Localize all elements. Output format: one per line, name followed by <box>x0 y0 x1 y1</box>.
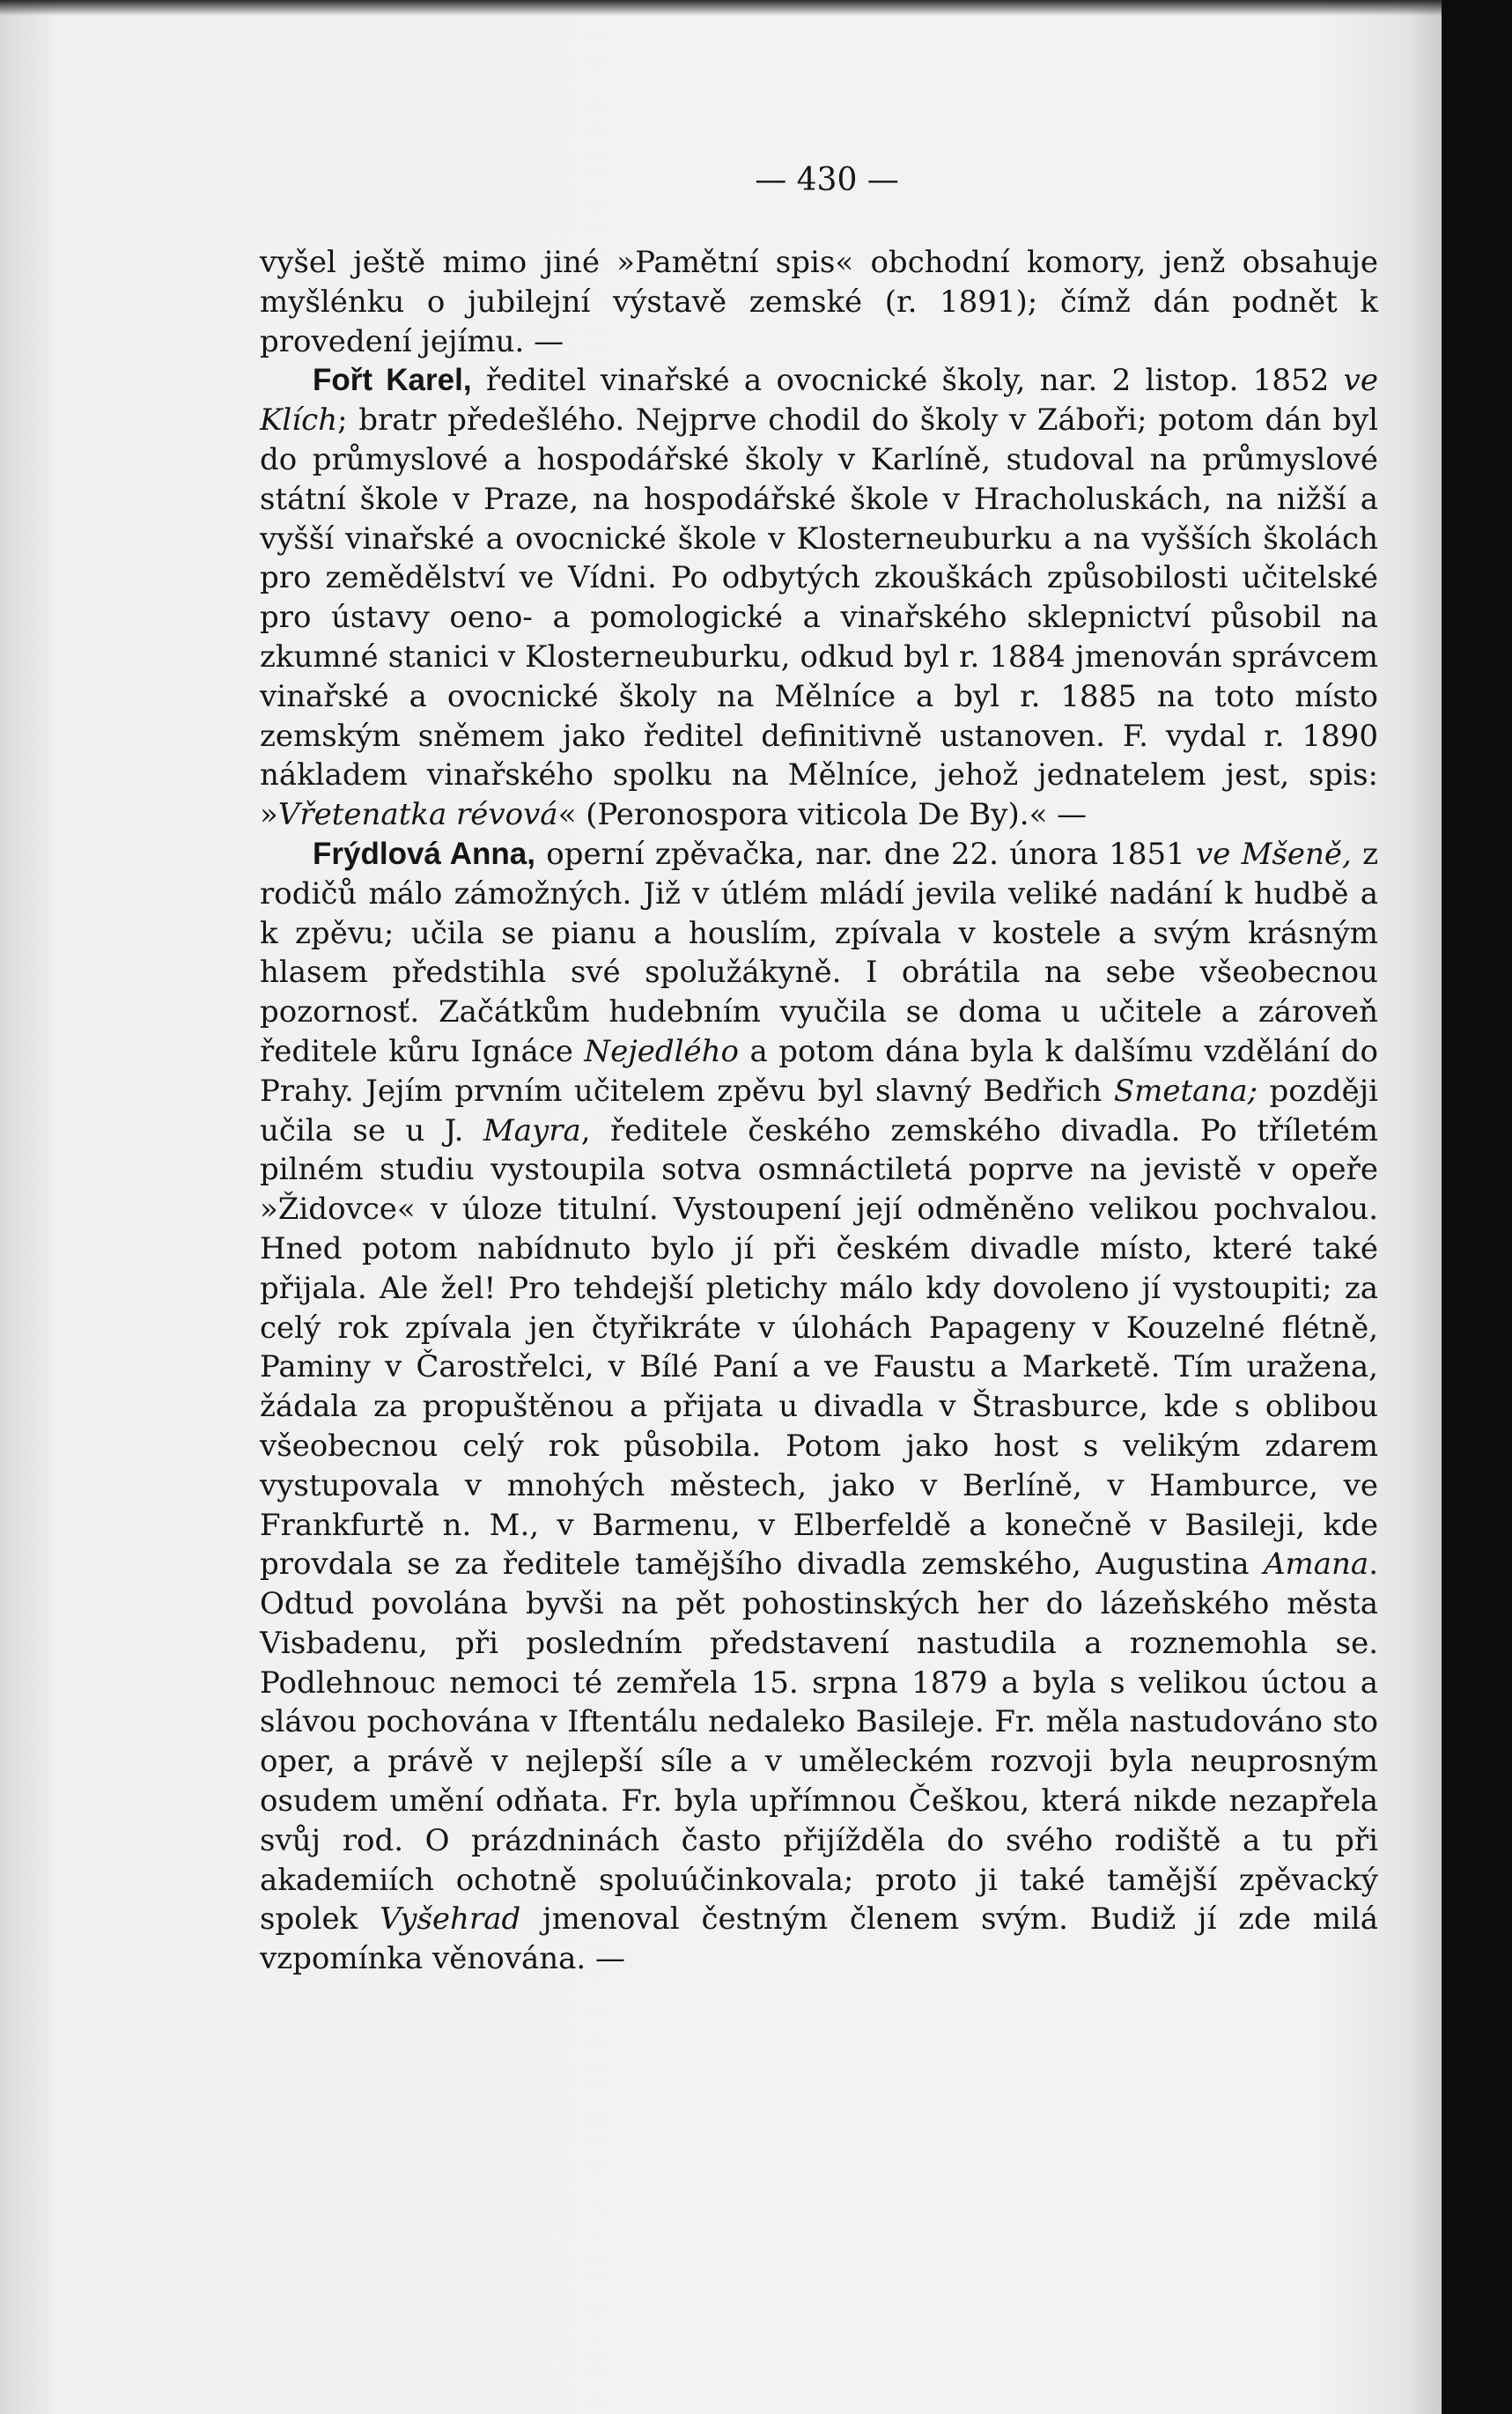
text-run: jmenoval čestným členem svým. Budiž jí zde milá vzpomínka věnována. — <box>260 1901 1378 1977</box>
text-run: . Odtud povolána byvši na pět pohostinských her do lázeňského města Visbadenu, při posledním představení nastudila a roznemohla se. Podlehnouc nemoci té zemřela 15. srpna 1879 a byla s velikou úctou a slávou pochována v Iftentálu nedaleko Basileje. Fr. měla nastudováno sto oper, a právě v nejlepší síle a v uměleckém rozvoji byla neuprosným osudem umění odňata. Fr. byla upřímnou Češkou, která nikde nezapřela svůj rod. O prázdninách často přijížděla do svého rodiště a tu při akademiích ochotně spoluúčinkovala; proto ji také tamější zpěvacký spolek <box>260 1547 1378 1938</box>
text-run: , ředitele českého zemského divadla. Po tříletém pilném studiu vystoupila sotva osmnáctiletá poprve na jevistě v opeře »Židovce« v úloze titulní. Vystoupení její odměněno velikou pochvalou. Hned potom nabídnuto bylo jí při českém divadle místo, které také přijala. Ale žel! Pro tehdejší pletichy málo kdy dovoleno jí vystoupiti; za celý rok zpívala jen čtyřikráte v úlohách Papageny v Kouzelné flétně, Paminy v Čarostřelci, v Bílé Paní a ve Faustu a Marketě. Tím uražena, žádala za propuštěnou a přijata u divadla v Štrasburce, kde s oblibou všeobecnou celý rok působila. Potom jako host s velikým zdarem vystupovala v mnohých městech, jako v Berlíně, v Hamburce, ve Frankfurtě n. M., v Barmenu, v Elberfeldě a konečně v Basileji, kde provdala se za ředitele tamějšího divadla zemského, Augustina <box>260 1112 1379 1583</box>
page-content <box>260 159 1378 1979</box>
entry-frydlova-anna <box>260 835 1378 1979</box>
italic-run: ve Mšeně, <box>1196 836 1352 872</box>
text-run: « (Peronospora viticola De By).« — <box>557 797 1088 833</box>
scan-right-border <box>1442 0 1512 2414</box>
entry-heading: Frýdlová Anna, <box>313 836 535 871</box>
entry-fort-karel <box>260 361 1378 835</box>
italic-run: ve Klích <box>260 363 1378 439</box>
text-run: ředitel vinařské a ovocnické školy, nar. 2 listop. 1852 <box>471 363 1344 399</box>
page-number: — 430 — <box>755 162 899 198</box>
entry-heading: Fořt Karel, <box>313 363 472 398</box>
italic-run: Nejedlého <box>584 1033 740 1069</box>
italic-run: Vřetenatka révová <box>277 797 558 833</box>
italic-run: Mayra <box>483 1112 581 1148</box>
italic-run: Vyšehrad <box>380 1901 521 1938</box>
body-text <box>260 243 1378 1979</box>
text-run: z rodičů málo zámožných. Již v útlém mládí jevila veliké nadání k hudbě a k zpěvu; učila se pianu a houslím, zpívala v kostele a svým krásným hlasem předstihla své spolužákyně. I obrátila na sebe všeobecnou pozornosť. Začátkům hudebním vyučila se doma u učitele a zároveň ředitele kůru Ignáce <box>260 836 1378 1069</box>
italic-run: Smetana; <box>1113 1073 1258 1109</box>
italic-run: Amana <box>1263 1547 1369 1583</box>
text-run: a potom dána byla k dalšímu vzdělání do Prahy. Jejím prvním učitelem zpěvu byl slavný Bedřich <box>260 1033 1378 1109</box>
paragraph-continuation <box>260 243 1378 361</box>
scan-top-shadow <box>0 0 1512 16</box>
text-run: operní zpěvačka, nar. dne 22. února 1851 <box>535 836 1197 872</box>
text-run: vyšel ještě mimo jiné »Pamětní spis« obchodní komory, jenž obsahuje myšlénku o jubilejní výstavě zemské (r. 1891); čímž dán podnět k provedení jejímu. — <box>260 245 1378 359</box>
text-run: později učila se u J. <box>260 1073 1378 1148</box>
text-run: ; bratr předešlého. Nejprve chodil do školy v Záboři; potom dán byl do průmyslové a hospodářské školy v Karlíně, studoval na průmyslové státní škole v Praze, na hospodářské škole v Hracholuskách, na nižší a vyšší vinařské a ovocnické škole v Klosterneuburku a na vyšších školách pro zemědělství ve Vídni. Po odbytých zkouškách způsobilosti učitelské pro ústavy oeno- a pomologické a vinařského sklepnictví působil na zkumné stanici v Klosterneuburku, odkud byl r. 1884 jmenován správcem vinařské a ovocnické školy na Mělníce a byl r. 1885 na toto místo zemským sněmem jako ředitel definitivně ustanoven. F. vydal r. 1890 nákladem vinařského spolku na Mělníce, jehož jednatelem jest, spis: » <box>260 402 1378 833</box>
